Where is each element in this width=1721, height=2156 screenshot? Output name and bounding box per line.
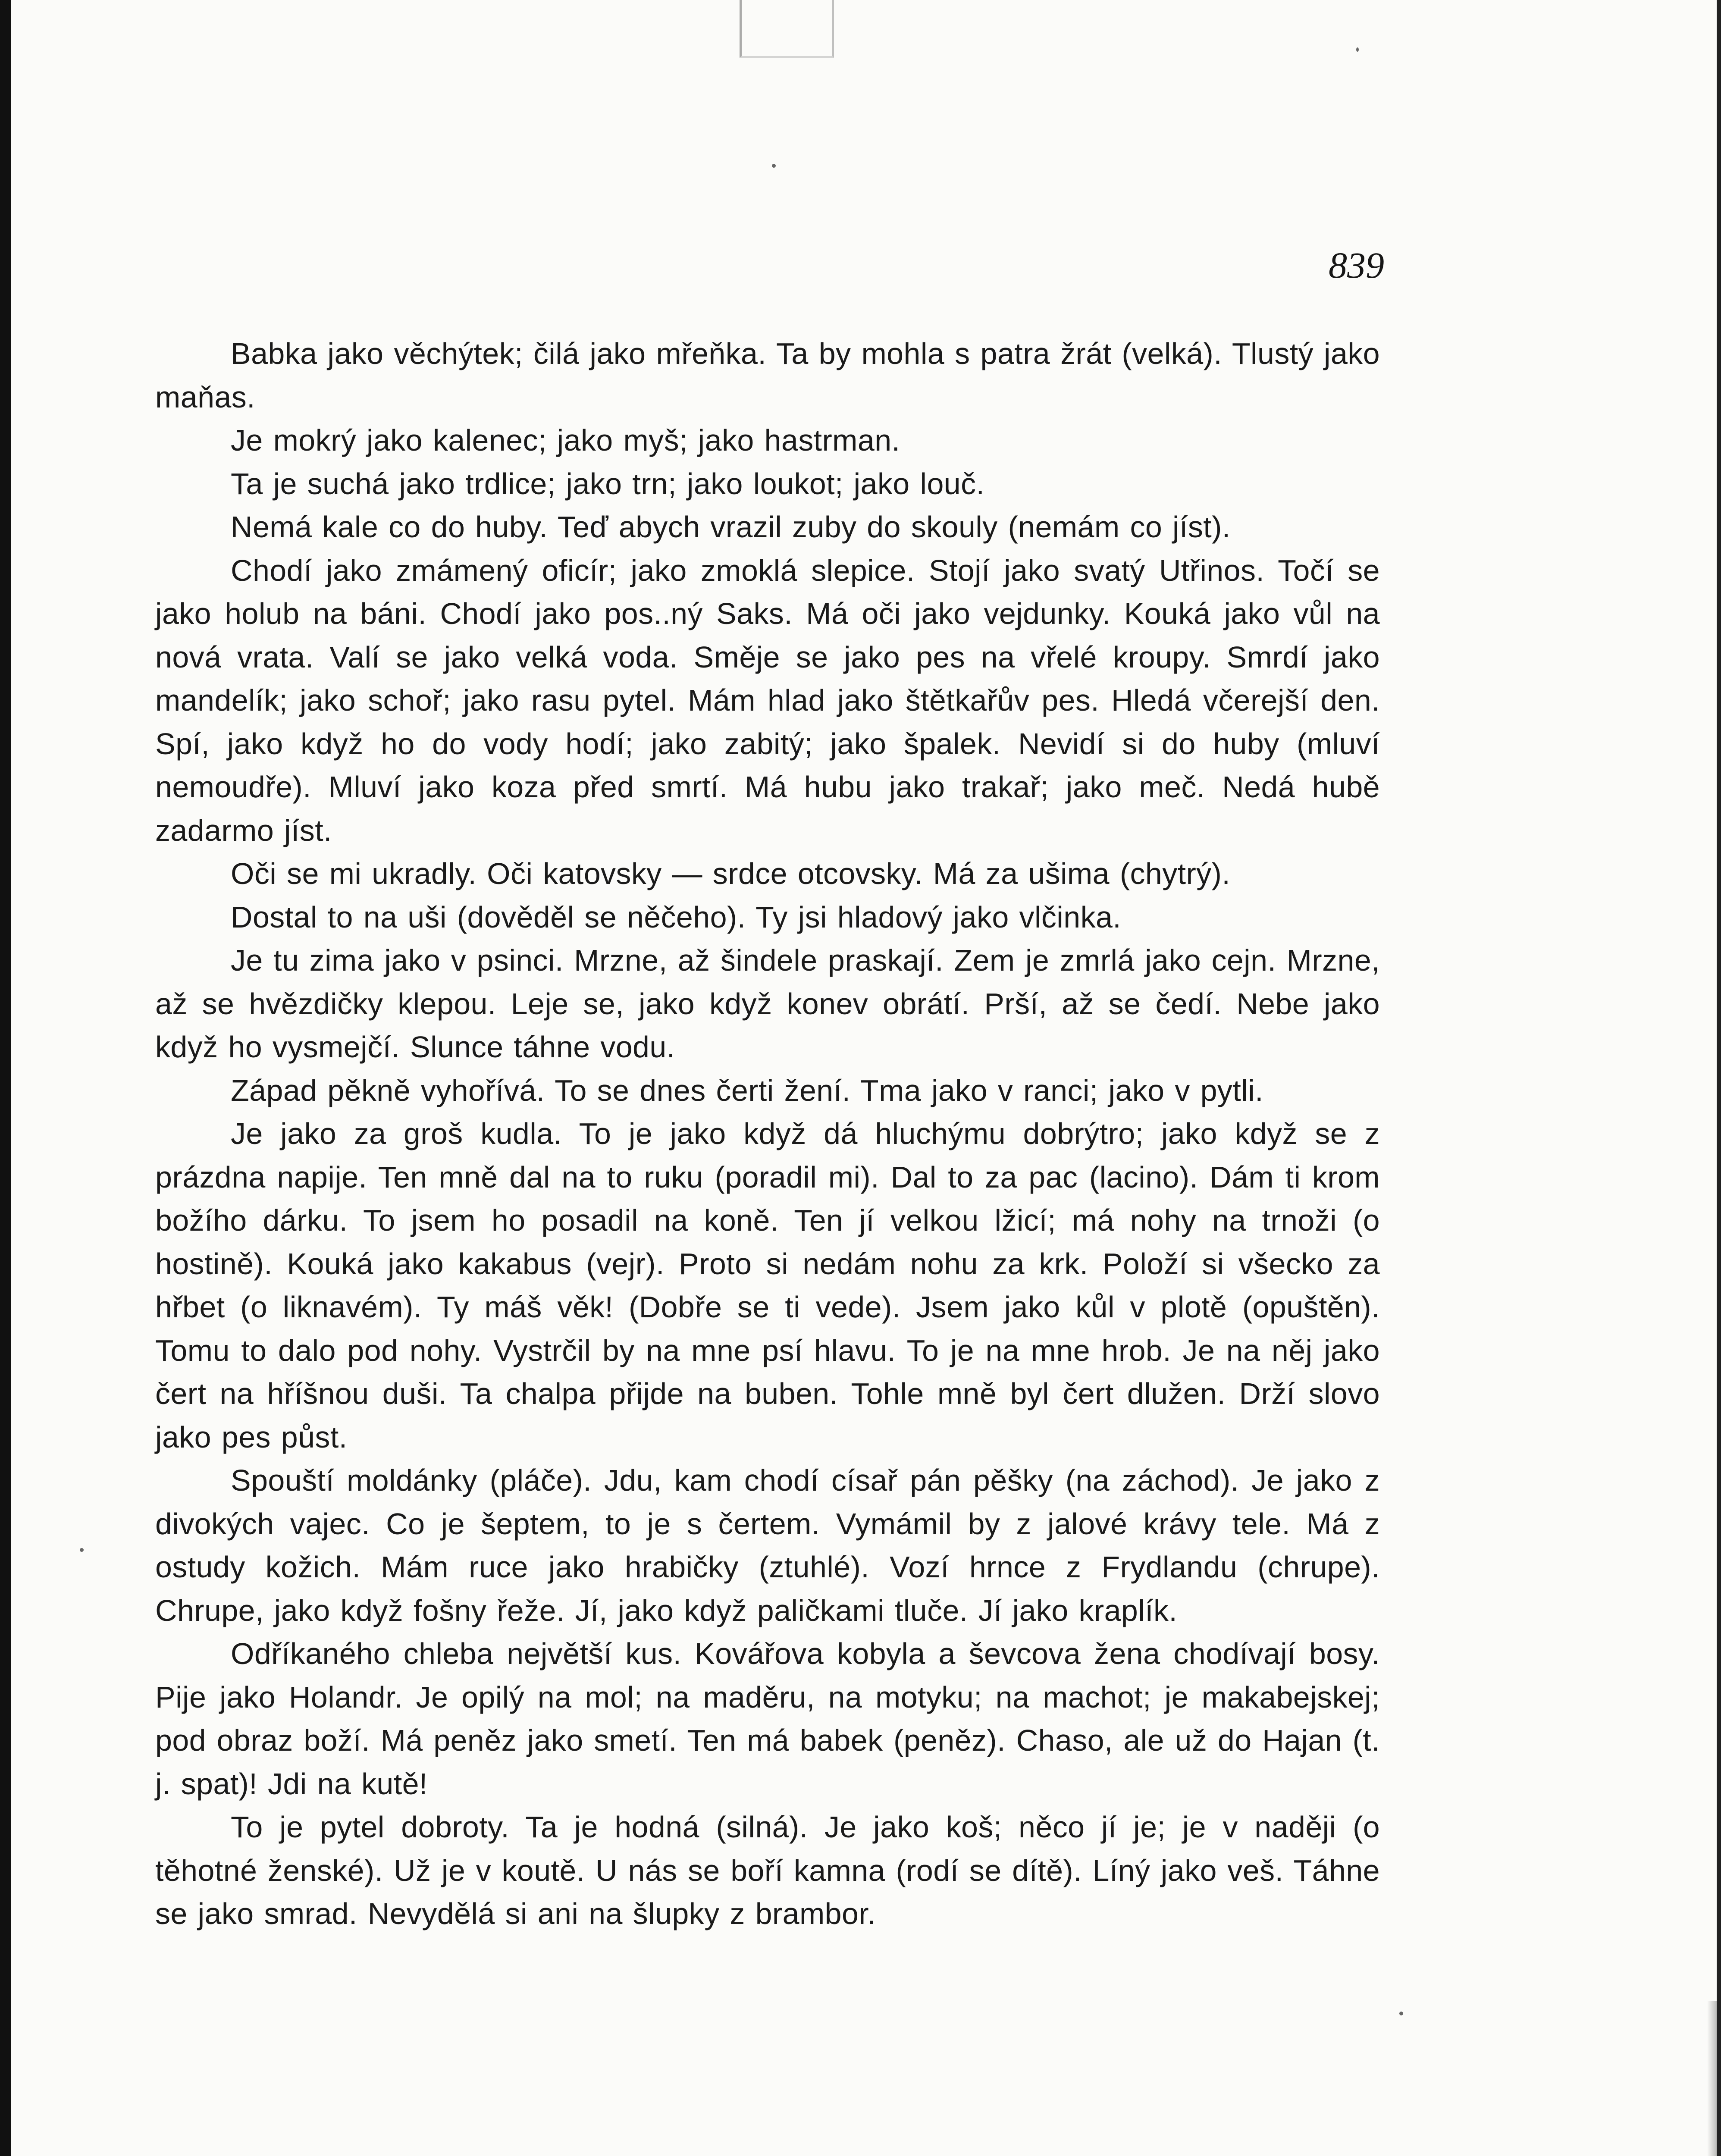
scan-border-right — [1717, 0, 1721, 2156]
binding-mark — [740, 0, 834, 58]
paragraph: Je tu zima jako v psinci. Mrzne, až šindele praskají. Zem je zmrlá jako cejn. Mrzne, až se hvězdičky klepou. Leje se, jako když konev obrátí. Prší, až se čedí. Nebe jako když ho vysmejčí. Slunce táhne vodu. — [155, 943, 1380, 1064]
speck — [772, 164, 776, 168]
speck — [1399, 2012, 1403, 2015]
paragraph: Nemá kale co do huby. Teď abych vrazil zuby do skouly (nemám co jíst). — [231, 510, 1231, 544]
paragraph: Dostal to na uši (dověděl se něčeho). Ty jsi hladový jako vlčinka. — [231, 900, 1122, 934]
paragraph: Je jako za groš kudla. To je jako když dá hluchýmu dobrýtro; jako když se z prázdna napije. Ten mně dal na to ruku (poradil mi). Dal to za pac (lacino). Dám ti krom božího dárku. To jsem ho posadil na koně. Ten jí velkou lžicí; má nohy na trnoži (o hostině). Kouká jako kakabus (vejr). Proto si nedám nohu za krk. Položí si všecko za hřbet (o liknavém). Ty máš věk! (Dobře se ti vede). Jsem jako kůl v plotě (opuštěn). Tomu to dalo pod nohy. Vystrčil by na mne psí hlavu. To je na mne hrob. Je na něj jako čert na hříšnou duši. Ta chalpa přijde na buben. Tohle mně byl čert dlužen. Drží slovo jako pes půst. — [155, 1117, 1380, 1454]
paragraph: To je pytel dobroty. Ta je hodná (silná). Je jako koš; něco jí je; je v naději (o těhotné ženské). Už je v koutě. U nás se boří kamna (rodí se dítě). Líný jako veš. Táhne se jako smrad. Nevydělá si ani na šlupky z brambor. — [155, 1810, 1380, 1930]
paragraph: Babka jako věchýtek; čilá jako mřeňka. Ta by mohla s patra žrát (velká). Tlustý jako maňas. — [155, 337, 1380, 414]
paragraph: Spouští moldánky (pláče). Jdu, kam chodí císař pán pěšky (na záchod). Je jako z divokých vajec. Co je šeptem, to je s čertem. Vymámil by z jalové krávy tele. Má z ostudy kožich. Mám ruce jako hrabičky (ztuhlé). Vozí hrnce z Frydlandu (chrupe). Chrupe, jako když fošny řeže. Jí, jako když paličkami tluče. Jí jako kraplík. — [155, 1463, 1380, 1627]
speck — [1356, 47, 1359, 52]
page-number: 839 — [1329, 244, 1384, 286]
paragraph: Je mokrý jako kalenec; jako myš; jako hastrman. — [231, 423, 900, 457]
paragraph: Odříkaného chleba největší kus. Kovářova kobyla a ševcova žena chodívají bosy. Pije jako Holandr. Je opilý na mol; na maděru, na motyku; na machot; je makabejskej; pod obraz boží. Má peněz jako smetí. Ten má babek (peněz). Chaso, ale už do Hajan (t. j. spat)! Jdi na kutě! — [155, 1637, 1380, 1801]
paragraph: Chodí jako zmámený oficír; jako zmoklá slepice. Stojí jako svatý Utřinos. Točí se jako holub na báni. Chodí jako pos..ný Saks. Má oči jako vejdunky. Kouká jako vůl na nová vrata. Valí se jako velká voda. Směje se jako pes na vřelé kroupy. Smrdí jako mandelík; jako schoř; jako rasu pytel. Mám hlad jako štětkařův pes. Hledá včerejší den. Spí, jako když ho do vody hodí; jako zabitý; jako špalek. Nevidí si do huby (mluví nemoudře). Mluví jako koza před smrtí. Má hubu jako trakař; jako meč. Nedá hubě zadarmo jíst. — [155, 553, 1380, 847]
paragraph: Ta je suchá jako trdlice; jako trn; jako loukot; jako louč. — [231, 467, 985, 501]
paragraph: Západ pěkně vyhořívá. To se dnes čerti žení. Tma jako v ranci; jako v pytli. — [231, 1073, 1263, 1107]
paragraph: Oči se mi ukradly. Oči katovsky — srdce otcovsky. Má za ušima (chytrý). — [231, 857, 1231, 890]
body-text — [155, 332, 1380, 1936]
scan-border-left — [0, 0, 11, 2156]
scan-shadow — [1707, 2001, 1717, 2156]
speck — [80, 1548, 84, 1552]
